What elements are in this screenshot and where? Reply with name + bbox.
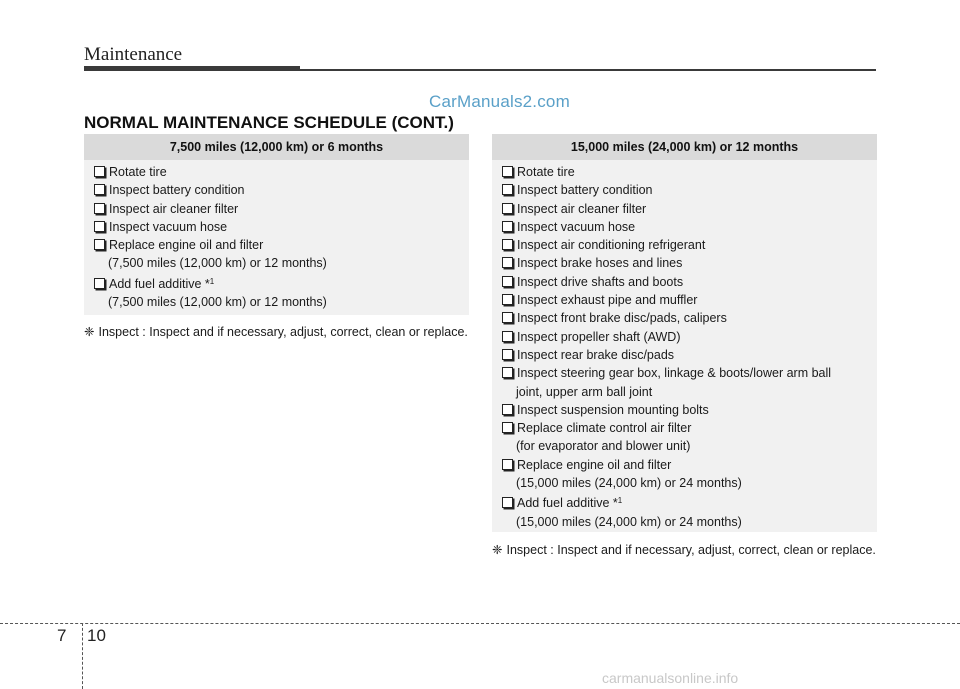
footer-divider xyxy=(0,623,960,624)
list-item: Inspect air cleaner filter xyxy=(502,200,867,218)
checkbox-icon xyxy=(502,294,513,305)
list-item: Inspect vacuum hose xyxy=(502,218,867,236)
checkbox-icon xyxy=(502,276,513,287)
inspect-note-left xyxy=(84,324,469,342)
list-item: Replace climate control air filter xyxy=(502,419,867,437)
footer-vertical-divider xyxy=(82,623,83,689)
note-label: Inspect : xyxy=(506,543,554,557)
footnote-mark: 1 xyxy=(209,276,215,286)
panel-heading: 15,000 miles (24,000 km) or 12 months xyxy=(492,134,877,160)
checkbox-icon xyxy=(502,367,513,378)
note-symbol-icon: ❈ xyxy=(84,325,95,339)
checkbox-icon xyxy=(502,203,513,214)
page-title: NORMAL MAINTENANCE SCHEDULE (CONT.) xyxy=(84,113,454,132)
list-item-detail: (15,000 miles (24,000 km) or 24 months) xyxy=(516,476,742,491)
inspect-note-right xyxy=(492,542,877,560)
watermark-text: CarManuals2.com xyxy=(429,92,570,111)
list-item-detail: joint, upper arm ball joint xyxy=(516,384,653,399)
list-item: Inspect front brake disc/pads, calipers xyxy=(502,309,867,327)
header-rule-thin xyxy=(300,69,876,71)
list-item: Inspect air conditioning refrigerant xyxy=(502,236,867,254)
panel-items xyxy=(84,160,469,315)
checkbox-icon xyxy=(94,203,105,214)
section-header: Maintenance xyxy=(84,44,183,65)
checkbox-icon xyxy=(502,221,513,232)
list-item-detail: (7,500 miles (12,000 km) or 12 months) xyxy=(108,295,327,310)
list-item: Inspect exhaust pipe and muffler xyxy=(502,291,867,309)
list-item: Replace engine oil and filter xyxy=(94,236,459,254)
checkbox-icon xyxy=(502,459,513,470)
note-label: Inspect : xyxy=(98,325,146,339)
header-rule-thick xyxy=(84,66,300,71)
list-item: Inspect suspension mounting bolts xyxy=(502,401,867,419)
list-item: Inspect drive shafts and boots xyxy=(502,273,867,291)
list-item: Inspect rear brake disc/pads xyxy=(502,346,867,364)
checkbox-icon xyxy=(94,221,105,232)
checkbox-icon xyxy=(94,278,105,289)
checkbox-icon xyxy=(502,404,513,415)
list-item: Rotate tire xyxy=(94,163,459,181)
list-item: Inspect air cleaner filter xyxy=(94,200,459,218)
list-item: Replace engine oil and filter xyxy=(502,456,867,474)
checkbox-icon xyxy=(502,184,513,195)
schedule-panel-7500 xyxy=(84,134,469,315)
checkbox-icon xyxy=(94,184,105,195)
note-text: Inspect and if necessary, adjust, correct, clean or replace. xyxy=(557,543,876,557)
footnote-mark: 1 xyxy=(617,496,623,506)
list-item: Inspect vacuum hose xyxy=(94,218,459,236)
note-symbol-icon: ❈ xyxy=(492,543,503,557)
page-number: 10 xyxy=(87,626,106,645)
checkbox-icon xyxy=(94,166,105,177)
list-item-detail: (15,000 miles (24,000 km) or 24 months) xyxy=(516,514,742,529)
list-item-detail: (7,500 miles (12,000 km) or 12 months) xyxy=(108,256,327,271)
list-item: Add fuel additive *$^1$ xyxy=(502,492,867,512)
checkbox-icon xyxy=(502,312,513,323)
checkbox-icon xyxy=(502,422,513,433)
list-item: Inspect steering gear box, linkage & boots/lower arm ball xyxy=(502,364,867,382)
checkbox-icon xyxy=(94,239,105,250)
list-item: Add fuel additive *$^1$ xyxy=(94,273,459,293)
checkbox-icon xyxy=(502,331,513,342)
panel-heading: 7,500 miles (12,000 km) or 6 months xyxy=(84,134,469,160)
list-item: Inspect propeller shaft (AWD) xyxy=(502,328,867,346)
note-text: Inspect and if necessary, adjust, correct, clean or replace. xyxy=(149,325,468,339)
list-item: Rotate tire xyxy=(502,163,867,181)
list-item: Inspect battery condition xyxy=(502,181,867,199)
panel-items xyxy=(492,160,877,535)
checkbox-icon xyxy=(502,239,513,250)
schedule-panel-15000 xyxy=(492,134,877,532)
checkbox-icon xyxy=(502,257,513,268)
footer-watermark: carmanualsonline.info xyxy=(602,670,739,686)
list-item: Inspect battery condition xyxy=(94,181,459,199)
list-item-detail: (for evaporator and blower unit) xyxy=(516,439,691,454)
checkbox-icon xyxy=(502,497,513,508)
checkbox-icon xyxy=(502,166,513,177)
chapter-number: 7 xyxy=(57,626,67,645)
list-item: Inspect brake hoses and lines xyxy=(502,254,867,272)
checkbox-icon xyxy=(502,349,513,360)
